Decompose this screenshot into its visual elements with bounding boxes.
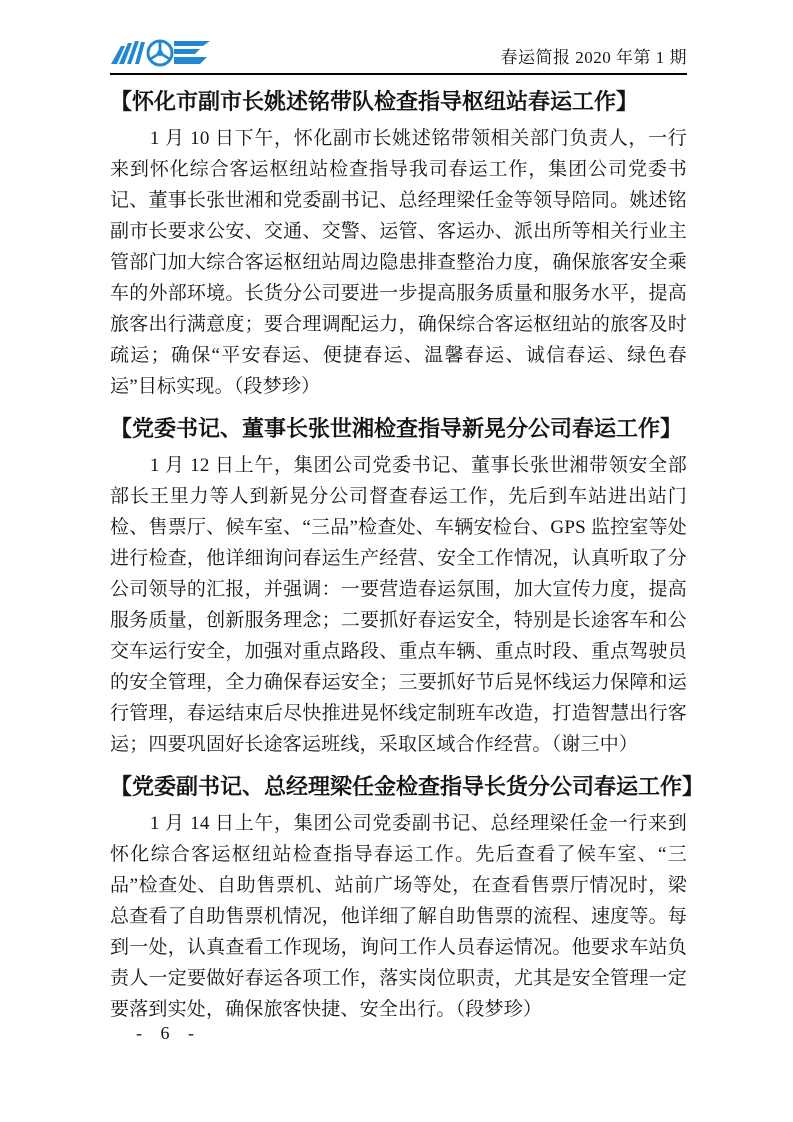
bulletin-issue-title: 春运简报 2020 年第 1 期 [500,48,687,67]
winged-steering-wheel-logo-icon [110,36,212,70]
page-number: - 6 - [136,1023,201,1043]
article-1 [110,87,687,402]
article-3-headline: 【党委副书记、总经理梁任金检查指导长货分公司春运工作】 [110,774,705,799]
article-1-headline: 【怀化市副市长姚述铭带队检查指导枢纽站春运工作】 [110,89,639,114]
article-2-body: 1 月 12 日上午，集团公司党委书记、董事长张世湘带领安全部部长王里力等人到新晃分公司督查春运工作，先后到车站进出站门检、售票厅、候车室、“三品”检查处、车辆安检台、GPS 监控室等处进行检查，他详细询问春运生产经营、安全工作情况，认真听取了分公司领导的汇报，并强调：一要营造春运氛围，加大宣传力度，提高服务质量，创新服务理念；二要抓好春运安全，特别是长途客车和公交车运行安全，加强对重点路段、重点车辆、重点时段、重点驾驶员的安全管理，全力确保春运安全；三要抓好节后晃怀线运力保障和运行管理，春运结束后尽快推进晃怀线定制班车改造，打造智慧出行客运；四要巩固好长途客运班线，采取区域合作经营。（谢三中） [110,455,687,755]
page-header [110,36,687,75]
article-3-body: 1 月 14 日上午，集团公司党委副书记、总经理梁任金一行来到怀化综合客运枢纽站检查指导春运工作。先后查看了候车室、“三品”检查处、自助售票机、站前广场等处，在查看售票厅情况时，梁总查看了自助售票机情况，他详细了解自助售票的流程、速度等。每到一处，认真查看工作现场，询问工作人员春运情况。他要求车站负责人一定要做好春运各项工作，落实岗位职责，尤其是安全管理一定要落到实处，确保旅客快捷、安全出行。（段梦珍） [110,813,687,1020]
article-1-body: 1 月 10 日下午，怀化副市长姚述铭带领相关部门负责人，一行来到怀化综合客运枢纽站检查指导我司春运工作，集团公司党委书记、董事长张世湘和党委副书记、总经理梁任金等领导陪同。姚述铭副市长要求公安、交通、交警、运管、客运办、派出所等相关行业主管部门加大综合客运枢纽站周边隐患排查整治力度，确保旅客安全乘车的外部环境。长货分公司要进一步提高服务质量和服务水平，提高旅客出行满意度；要合理调配运力，确保综合客运枢纽站的旅客及时疏运；确保“平安春运、便捷春运、温馨春运、诚信春运、绿色春运”目标实现。（段梦珍） [110,128,687,397]
article-2-headline: 【党委书记、董事长张世湘检查指导新晃分公司春运工作】 [110,416,683,441]
article-3 [110,772,705,1025]
article-2 [110,414,687,760]
